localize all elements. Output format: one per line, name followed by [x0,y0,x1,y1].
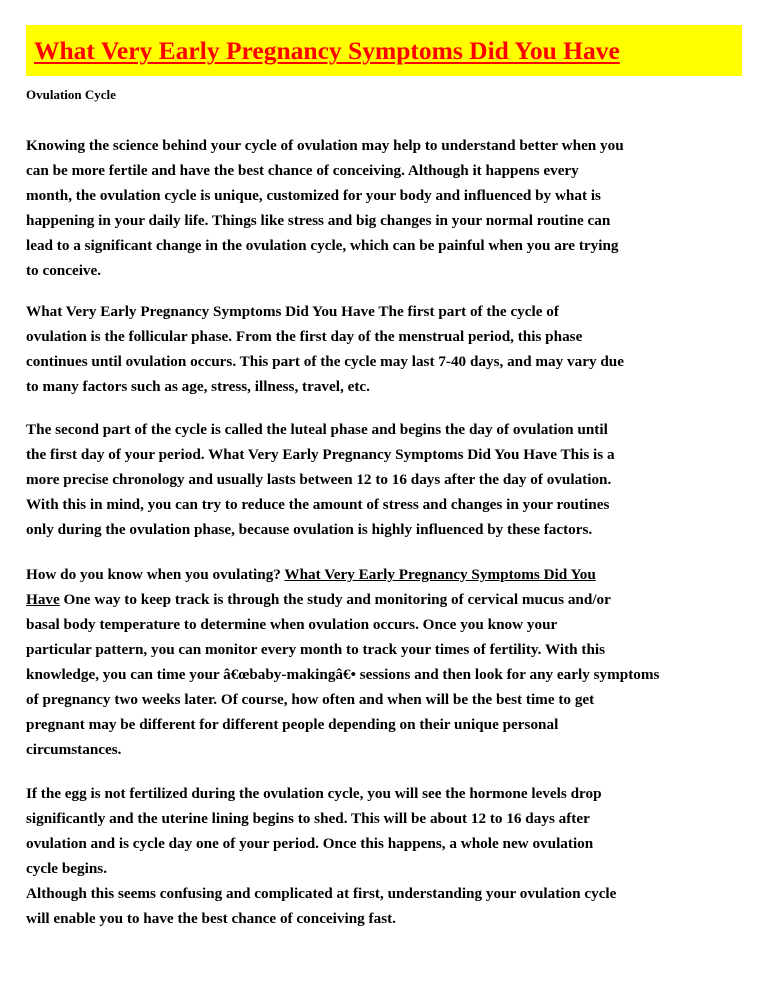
text-line: the first day of your period. What Very Early Pregnancy Symptoms Did You Have This is a [26,446,615,463]
text-line: month, the ovulation cycle is unique, customized for your body and influenced by what is [26,187,601,204]
subtitle: Ovulation Cycle [26,87,116,102]
text-line: pregnant may be different for different people depending on their unique personal [26,716,559,733]
text-line: ovulation is the follicular phase. From the first day of the menstrual period, this phase [26,328,583,345]
text-line: ovulation and is cycle day one of your period. Once this happens, a whole new ovulation [26,835,594,852]
text-line: The second part of the cycle is called the luteal phase and begins the day of ovulation until [26,421,608,438]
text-line: particular pattern, you can monitor every month to track your times of fertility. With this [26,641,606,658]
text-line: Knowing the science behind your cycle of ovulation may help to understand better when you [26,137,624,154]
paragraph-4 [26,562,768,762]
text-line: can be more fertile and have the best chance of conceiving. Although it happens every [26,162,579,179]
text-line: to many factors such as age, stress, illness, travel, etc. [26,378,370,395]
text-line: more precise chronology and usually lasts between 12 to 16 days after the day of ovulation. [26,471,612,488]
text-line: to conceive. [26,262,102,279]
text-segment: One way to keep track is through the study and monitoring of cervical mucus and/or [59,591,611,608]
title-banner [26,25,742,76]
page-title: What Very Early Pregnancy Symptoms Did You Have [34,36,620,65]
paragraph-3 [26,417,768,542]
text-line [26,587,768,612]
text-line: What Very Early Pregnancy Symptoms Did You Have The first part of the cycle of [26,303,559,320]
title-link-continued[interactable]: Have [26,591,60,608]
text-line: cycle begins. [26,860,107,877]
text-line: With this in mind, you can try to reduce the amount of stress and changes in your routines [26,496,610,513]
text-segment: How do you know when you ovulating? [26,566,285,583]
paragraph-1 [26,133,768,283]
paragraph-5 [26,781,768,931]
text-line: If the egg is not fertilized during the ovulation cycle, you will see the hormone levels drop [26,785,602,802]
text-line: of pregnancy two weeks later. Of course, how often and when will be the best time to get [26,691,595,708]
text-line: will enable you to have the best chance of conceiving fast. [26,910,396,927]
text-line: significantly and the uterine lining begins to shed. This will be about 12 to 16 days after [26,810,590,827]
text-line: happening in your daily life. Things like stress and big changes in your normal routine can [26,212,611,229]
text-line [26,562,768,587]
text-line: only during the ovulation phase, because ovulation is highly influenced by these factors. [26,521,593,538]
text-line: lead to a significant change in the ovulation cycle, which can be painful when you are trying [26,237,619,254]
text-line: knowledge, you can time your â€œbaby-makingâ€• sessions and then look for any early symptoms [26,666,660,683]
text-line: circumstances. [26,741,122,758]
paragraph-2 [26,299,768,399]
text-line: basal body temperature to determine when ovulation occurs. Once you know your [26,616,558,633]
text-line: Although this seems confusing and complicated at first, understanding your ovulation cycle [26,885,617,902]
text-line: continues until ovulation occurs. This part of the cycle may last 7-40 days, and may vary due [26,353,624,370]
title-link[interactable]: What Very Early Pregnancy Symptoms Did You [284,566,596,583]
